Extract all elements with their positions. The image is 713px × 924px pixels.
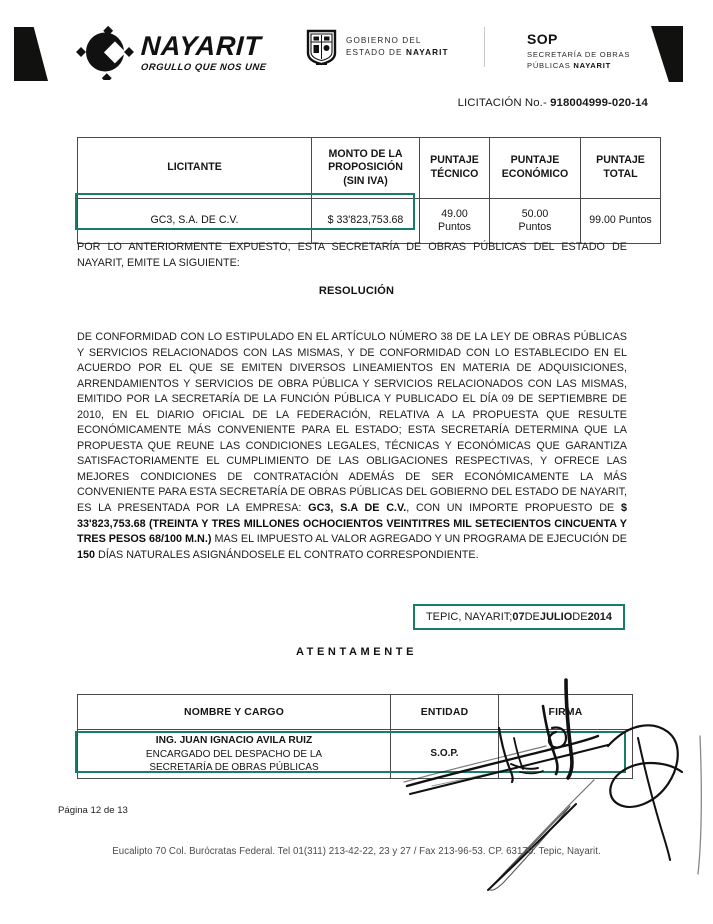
header-total-l2: TOTAL (603, 168, 638, 180)
header-economico-l2: ECONÓMICO (501, 168, 569, 180)
header-tecnico-l1: PUNTAJE (430, 154, 479, 167)
sop-line2-pre: PÚBLICAS (527, 61, 574, 71)
signer-role-l1: ENCARGADO DEL DESPACHO DE LA (145, 748, 323, 760)
cell-tecnico-unit: Puntos (438, 221, 471, 233)
signature-table (77, 694, 633, 779)
cell-puntaje-economico (490, 199, 581, 244)
licitacion-line (0, 97, 648, 109)
cell-licitante: GC3, S.A. DE C.V. (78, 199, 312, 244)
date-mid: DE (524, 611, 540, 623)
nayarit-logo (76, 24, 267, 80)
resolution-paragraph (77, 330, 627, 563)
gobierno-wordmark (346, 35, 449, 59)
gobierno-logo (305, 28, 449, 66)
cell-tecnico-value: 49.00 (441, 207, 468, 220)
date-day: 07 (512, 611, 525, 623)
main-part4: DÍAS NATURALES ASIGNÁNDOSELE EL CONTRATO CORRESPONDIENTE. (95, 548, 479, 561)
main-part1: DE CONFORMIDAD CON LO ESTIPULADO EN EL ARTÍCULO NÚMERO 38 DE LA LEY DE OBRAS PÚBLICAS Y SERVICIOS RELACIONADOS CON LAS MISMAS, Y DE CONFORMIDAD CON LO ESTABLECIDO EN EL ACUERDO POR EL QUE SE EMITEN DIVERSOS LINEAMIENTOS EN MATERIA DE ADQUISICIONES, ARRENDAMIENTOS Y SERVICIOS DE OBRA PÚBLICA Y SERVICIOS RELACIONADOS CON LAS MISMAS, EMITIDO POR LA SECRETARÍA DE LA FUNCIÓN PÚBLICA Y PUBLICADO EL DÍA 09 DE SEPTIEMBRE DE 2010, EN EL DIARIO OFICIAL DE LA FEDERACIÓN, RELATIVA A LA PROPUESTA QUE RESULTE ECONÓMICAMENTE MÁS CONVENIENTE PARA EL ESTADO; ESTA SECRETARÍA DETERMINA QUE LA PROPUESTA QUE REUNE LAS CONDICIONES LEGALES, TÉCNICAS Y ECONÓMICAS QUE GARANTIZA SATISFACTORIAMENTE EL CUMPLIMIENTO DE LAS OBLIGACIONES RESPECTIVAS, Y OFRECE LAS MEJORES CONDICIONES DE CONTRATACIÓN ADEMÁS DE SER ECONÓMICAMENTE LA MÁS CONVENIENTE PARA ESTA SECRETARÍA DE OBRAS PÚBLICAS DEL GOBIERNO DEL ESTADO DE NAYARIT, ES LA PRESENTADA POR LA EMPRESA: (77, 331, 627, 515)
gobierno-line2-bold: NAYARIT (405, 48, 449, 57)
main-part3: MAS EL IMPUESTO AL VALOR AGREGADO Y UN PROGRAMA DE EJECUCIÓN DE (211, 533, 627, 546)
header-divider (484, 27, 485, 67)
cell-nombre-cargo (78, 730, 391, 779)
signer-name: ING. JUAN IGNACIO AVILA RUIZ (155, 735, 313, 747)
main-part2: , CON UN IMPORTE PROPUESTO DE (406, 502, 621, 515)
licitacion-number: 918004999-020-14 (550, 97, 648, 109)
sop-line2-bold: NAYARIT (573, 61, 612, 71)
cell-puntaje-total: 99.00 Puntos (581, 199, 661, 244)
sop-acronym: SOP (527, 31, 558, 47)
atentamente-heading: ATENTAMENTE (295, 646, 418, 658)
cell-firma (499, 730, 633, 779)
document-header (0, 0, 713, 92)
header-nombre-cargo: NOMBRE Y CARGO (78, 695, 391, 730)
main-amount-words: (TREINTA Y TRES MILLONES OCHOCIENTOS VEINTITRES MIL SETECIENTOS CINCUENTA Y TRES PESOS 68/100 M.N.) (77, 517, 628, 546)
gobierno-line2-pre: ESTADO DE (346, 48, 406, 57)
header-total-l1: PUNTAJE (596, 154, 645, 167)
header-puntaje-total (581, 138, 661, 199)
signature-header-row (78, 695, 633, 730)
header-economico-l1: PUNTAJE (510, 154, 560, 167)
bid-results-table (77, 137, 661, 244)
resolucion-heading: RESOLUCIÓN (318, 285, 395, 297)
table-row (78, 730, 633, 779)
header-licitante: LICITANTE (78, 138, 312, 199)
cell-economico-unit: Puntos (518, 221, 552, 233)
cell-economico-value: 50.00 (521, 207, 549, 220)
sop-line1: SECRETARÍA DE OBRAS (527, 49, 631, 59)
nayarit-wordmark (140, 30, 268, 72)
nayarit-tagline: ORGULLO QUE NOS UNE (140, 60, 268, 72)
header-monto-l3: (SIN IVA) (343, 174, 388, 187)
signer-role-l2: SECRETARÍA DE OBRAS PÚBLICAS (149, 761, 319, 773)
cell-puntaje-tecnico (420, 199, 490, 244)
nayarit-diamond-icon (76, 24, 134, 80)
date-month: JULIO (539, 611, 573, 623)
sop-line2 (527, 61, 630, 71)
header-firma: FIRMA (499, 695, 633, 730)
sop-logo (527, 30, 630, 71)
header-monto (312, 138, 420, 199)
intro-paragraph: POR LO ANTERIORMENTE EXPUESTO, ESTA SECRETARÍA DE OBRAS PÚBLICAS DEL ESTADO DE NAYARIT, EMITE LA SIGUIENTE: (77, 241, 627, 269)
gobierno-line2 (346, 47, 449, 59)
header-monto-l2: PROPOSICIÓN (328, 161, 403, 174)
main-days: 150 (77, 548, 96, 561)
licitacion-label: LICITACIÓN No.- (457, 97, 547, 109)
main-company: GC3, S.A DE C.V. (308, 502, 407, 515)
footer-address: Eucalipto 70 Col. Burócratas Federal. Tel 01(311) 213-42-22, 23 y 27 / Fax 213-96-53. CP. 63170. Tepic, Nayarit. (112, 846, 601, 857)
date-mid2: DE (572, 611, 588, 623)
header-monto-l1: MONTO DE LA (328, 147, 403, 160)
header-entidad: ENTIDAD (391, 695, 499, 730)
header-puntaje-tecnico (420, 138, 490, 199)
bid-table-header-row (78, 138, 661, 199)
header-puntaje-economico (490, 138, 581, 199)
cell-entidad: S.O.P. (391, 730, 499, 779)
table-row (78, 199, 661, 244)
cell-monto: $ 33'823,753.68 (312, 199, 420, 244)
date-year: 2014 (587, 611, 613, 623)
gobierno-line1: GOBIERNO DEL (346, 36, 422, 46)
page-number: Página 12 de 13 (58, 805, 128, 816)
nayarit-title: NAYARIT (140, 30, 263, 61)
coat-of-arms-icon (305, 28, 338, 66)
main-amount: $ 33'823,753.68 (77, 502, 627, 530)
date-line (413, 604, 625, 630)
header-tecnico-l2: TÉCNICO (430, 168, 479, 180)
date-place: TEPIC, NAYARIT; (425, 611, 513, 623)
